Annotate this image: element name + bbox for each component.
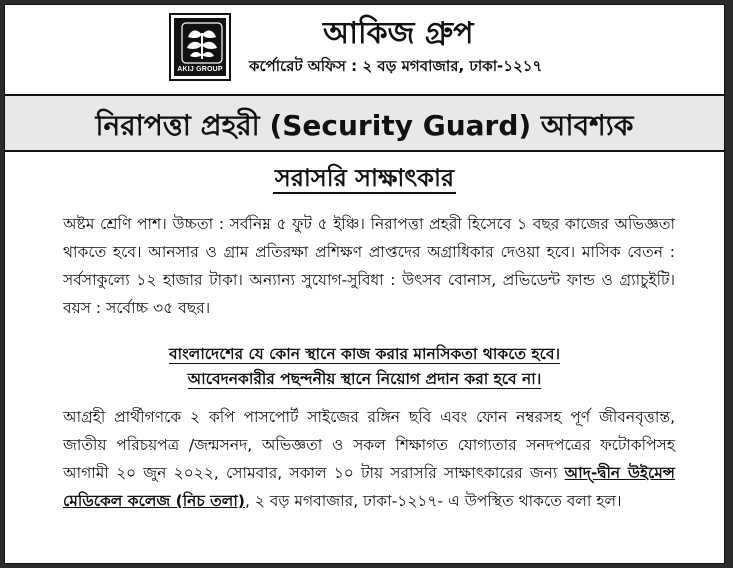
interview-heading: সরাসরি সাক্ষাৎকার xyxy=(274,164,455,192)
notice xyxy=(5,342,724,392)
job-title: নিরাপত্তা প্রহরী (Security Guard) আবশ্যক xyxy=(95,109,634,142)
header xyxy=(5,5,724,96)
title-bar xyxy=(5,96,724,152)
leaf-icon xyxy=(180,21,224,65)
notice-line-1: বাংলাদেশের যে কোন স্থানে কাজ করার মানসিকতা থাকতে হবে। xyxy=(168,345,560,363)
application-paragraph xyxy=(63,403,675,515)
venue-text: আদ্-দ্বীন উইমেন্স মেডিকেল কলেজ (নিচ তলা) xyxy=(63,464,675,510)
job-advertisement xyxy=(4,4,725,564)
company-logo xyxy=(169,13,231,81)
subtitle xyxy=(5,160,724,200)
address-text: , ২ বড় মগবাজার, ঢাকা-১২১৭- এ উপস্থিত থাকতে বলা হল। xyxy=(244,492,622,510)
requirements-paragraph: অষ্টম শ্রেণি পাশ। উচ্চতা : সর্বনিম্ন ৫ ফুট ৫ ইঞ্চি। নিরাপত্তা প্রহরী হিসেবে ১ বছর কাজের অভিজ্ঞতা থাকতে হবে। আনসার ও গ্রাম প্রতিরক্ষা প্রশিক্ষণ প্রাপ্তদের অগ্রাধিকার দেওয়া হবে। মাসিক বেতন : সর্বসাকুল্যে ১২ হাজার টাকা। অন্যান্য সুযোগ-সুবিধা : উৎসব বোনাস, প্রভিডেন্ট ফান্ড ও গ্র্যাচুইটি। বয়স : সর্বোচ্চ ৩৫ বছর। xyxy=(63,215,675,317)
application-text: আগ্রহী প্রার্থীগণকে ২ কপি পাসপোর্ট সাইজের রঙ্গিন ছবি এবং ফোন নম্বরসহ পূর্ণ জীবনবৃত্তান্ত, জাতীয় পরিচয়পত্র /জন্মসনদ, অভিজ্ঞতা ও সকল শিক্ষাগত যোগ্যতার সনদপত্রের ফটোকপিসহ আগামী ২০ জুন ২০২২, সোমবার, সকাল ১০ টায় সরাসরি সাক্ষাৎকারের জন্য xyxy=(63,408,675,482)
company-address: কর্পোরেট অফিস : ২ বড় মগবাজার, ঢাকা-১২১৭ xyxy=(249,57,543,75)
notice-line-2: আবেদনকারীর পছন্দনীয় স্থানে নিয়োগ প্রদান করা হবে না। xyxy=(187,370,542,388)
company-name: আকিজ গ্রুপ xyxy=(323,16,474,51)
logo-text: AKIJ GROUP xyxy=(177,66,223,73)
